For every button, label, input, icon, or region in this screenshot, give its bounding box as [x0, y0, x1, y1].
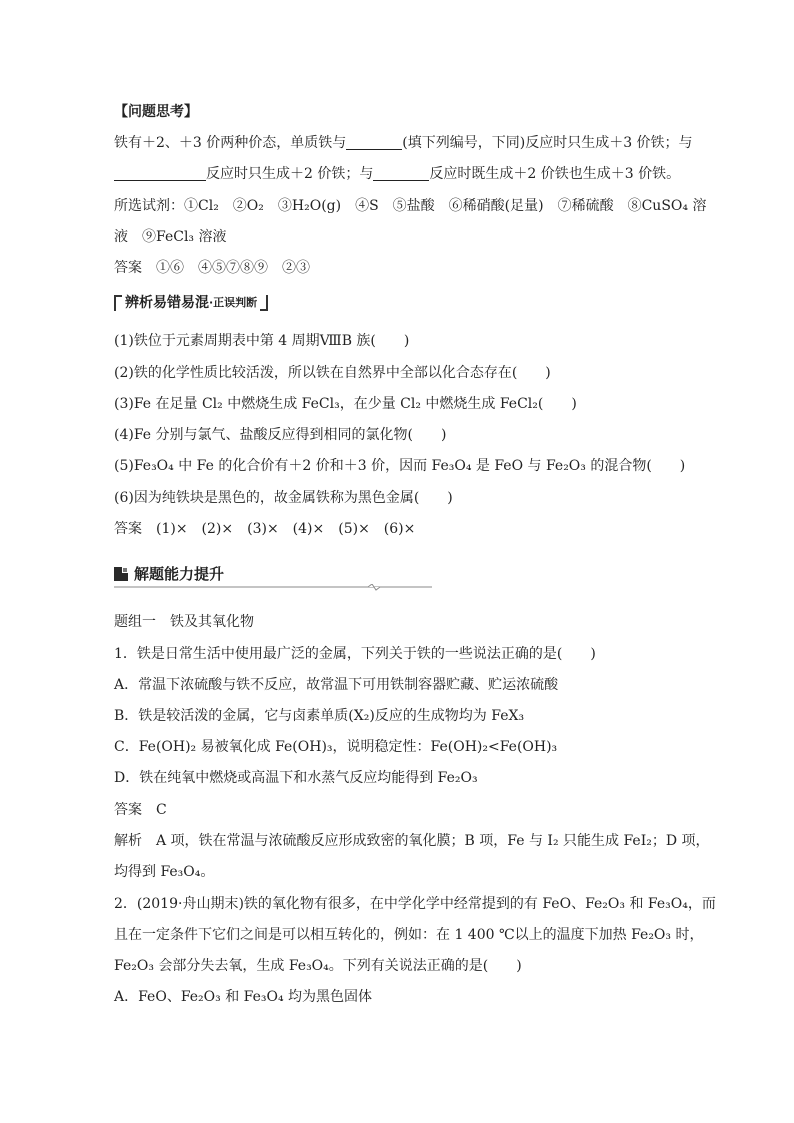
group-title: 题组一 铁及其氧化物	[114, 614, 254, 630]
q1-analysis-line-2: 均得到 Fe₃O₄。	[114, 864, 215, 880]
answer-label: 答案	[114, 521, 142, 537]
bracket-left-icon	[114, 295, 122, 311]
answer-value: C	[156, 802, 167, 818]
q2-line-2: 且在一定条件下它们之间是可以相互转化的，例如：在 1 400 ℃以上的温度下加热 Fe₂O₃ 时，	[114, 927, 704, 943]
answer-label: 答案	[114, 260, 142, 276]
answer-label: 答案	[114, 802, 142, 818]
judge-heading	[114, 293, 268, 317]
fill-blank-3	[373, 166, 429, 181]
analysis-label: 解析	[114, 833, 142, 849]
question-line-2b: 反应时既生成＋2 价铁也生成＋3 价铁。	[429, 166, 681, 182]
fill-blank-1	[346, 135, 402, 150]
section-title: 解题能力提升	[134, 565, 225, 583]
q1-answer	[114, 800, 167, 820]
section-header	[114, 563, 224, 584]
judge-item: (5)Fe₃O₄ 中 Fe 的化合价有＋2 价和＋3 价，因而 Fe₃O₄ 是 FeO 与 Fe₂O₃ 的混合物( )	[114, 458, 686, 474]
analysis-text: A 项，铁在常温与浓硫酸反应形成致密的氧化膜；B 项，Fe 与 I₂ 只能生成 FeI₂；D 项，	[156, 833, 710, 849]
q1-option-d: D．铁在纯氧中燃烧或高温下和水蒸气反应均能得到 Fe₂O₃	[114, 770, 478, 786]
q1-option-c: C．Fe(OH)₂ 易被氧化成 Fe(OH)₃，说明稳定性：Fe(OH)₂<Fe(OH)₃	[114, 739, 558, 755]
judge-heading-title: 辨析易错易混	[125, 295, 209, 311]
reagent-list-line-2: 液 ⑨FeCl₃ 溶液	[114, 229, 227, 245]
question-thinking-heading: 【问题思考】	[114, 104, 198, 120]
section-block-icon	[114, 567, 128, 581]
judge-item: (2)铁的化学性质比较活泼，所以铁在自然界中全部以化合态存在( )	[114, 365, 551, 381]
judge-heading-sub: ·正误判断	[209, 296, 258, 309]
bracket-right-icon	[260, 295, 268, 311]
judge-item: (6)因为纯铁块是黑色的，故金属铁称为黑色金属( )	[114, 490, 453, 506]
judge-item: (3)Fe 在足量 Cl₂ 中燃烧生成 FeCl₃，在少量 Cl₂ 中燃烧生成 FeCl₂( )	[114, 396, 577, 412]
question-line-1b: (填下列编号，下同)反应时只生成＋3 价铁；与	[402, 135, 693, 151]
judge-item: (1)铁位于元素周期表中第 4 周期ⅧB 族( )	[114, 333, 410, 349]
answer-value: ①⑥ ④⑤⑦⑧⑨ ②③	[156, 260, 310, 276]
q2-line-1: 2．(2019·舟山期末)铁的氧化物有很多，在中学化学中经常提到的有 FeO、Fe₂O₃ 和 Fe₃O₄，而	[114, 896, 716, 912]
question-line-1	[114, 133, 693, 153]
reagent-list-line-1: 所选试剂：①Cl₂ ②O₂ ③H₂O(g) ④S ⑤盐酸 ⑥稀硝酸(足量) ⑦稀硫酸 ⑧CuSO₄ 溶	[114, 198, 707, 214]
question-line-2	[114, 164, 680, 184]
answer-value: (1)× (2)× (3)× (4)× (5)× (6)×	[156, 521, 416, 537]
judge-answer	[114, 519, 415, 539]
fill-blank-2	[114, 166, 206, 181]
section-divider	[114, 584, 432, 596]
q2-line-3: Fe₂O₃ 会部分失去氧，生成 Fe₃O₄。下列有关说法正确的是( )	[114, 958, 522, 974]
q1-option-a: A．常温下浓硫酸与铁不反应，故常温下可用铁制容器贮藏、贮运浓硫酸	[114, 677, 559, 693]
q1-stem: 1．铁是日常生活中使用最广泛的金属，下列关于铁的一些说法正确的是( )	[114, 646, 596, 662]
question-line-2a: 反应时只生成＋2 价铁；与	[206, 166, 374, 182]
question-answer	[114, 258, 310, 278]
q2-option-a: A．FeO、Fe₂O₃ 和 Fe₃O₄ 均为黑色固体	[114, 989, 373, 1005]
question-line-1a: 铁有＋2、＋3 价两种价态，单质铁与	[114, 135, 347, 151]
q1-analysis-line-1	[114, 831, 710, 851]
judge-item: (4)Fe 分别与氯气、盐酸反应得到相同的氯化物( )	[114, 427, 447, 443]
q1-option-b: B．铁是较活泼的金属，它与卤素单质(X₂)反应的生成物均为 FeX₃	[114, 708, 525, 724]
